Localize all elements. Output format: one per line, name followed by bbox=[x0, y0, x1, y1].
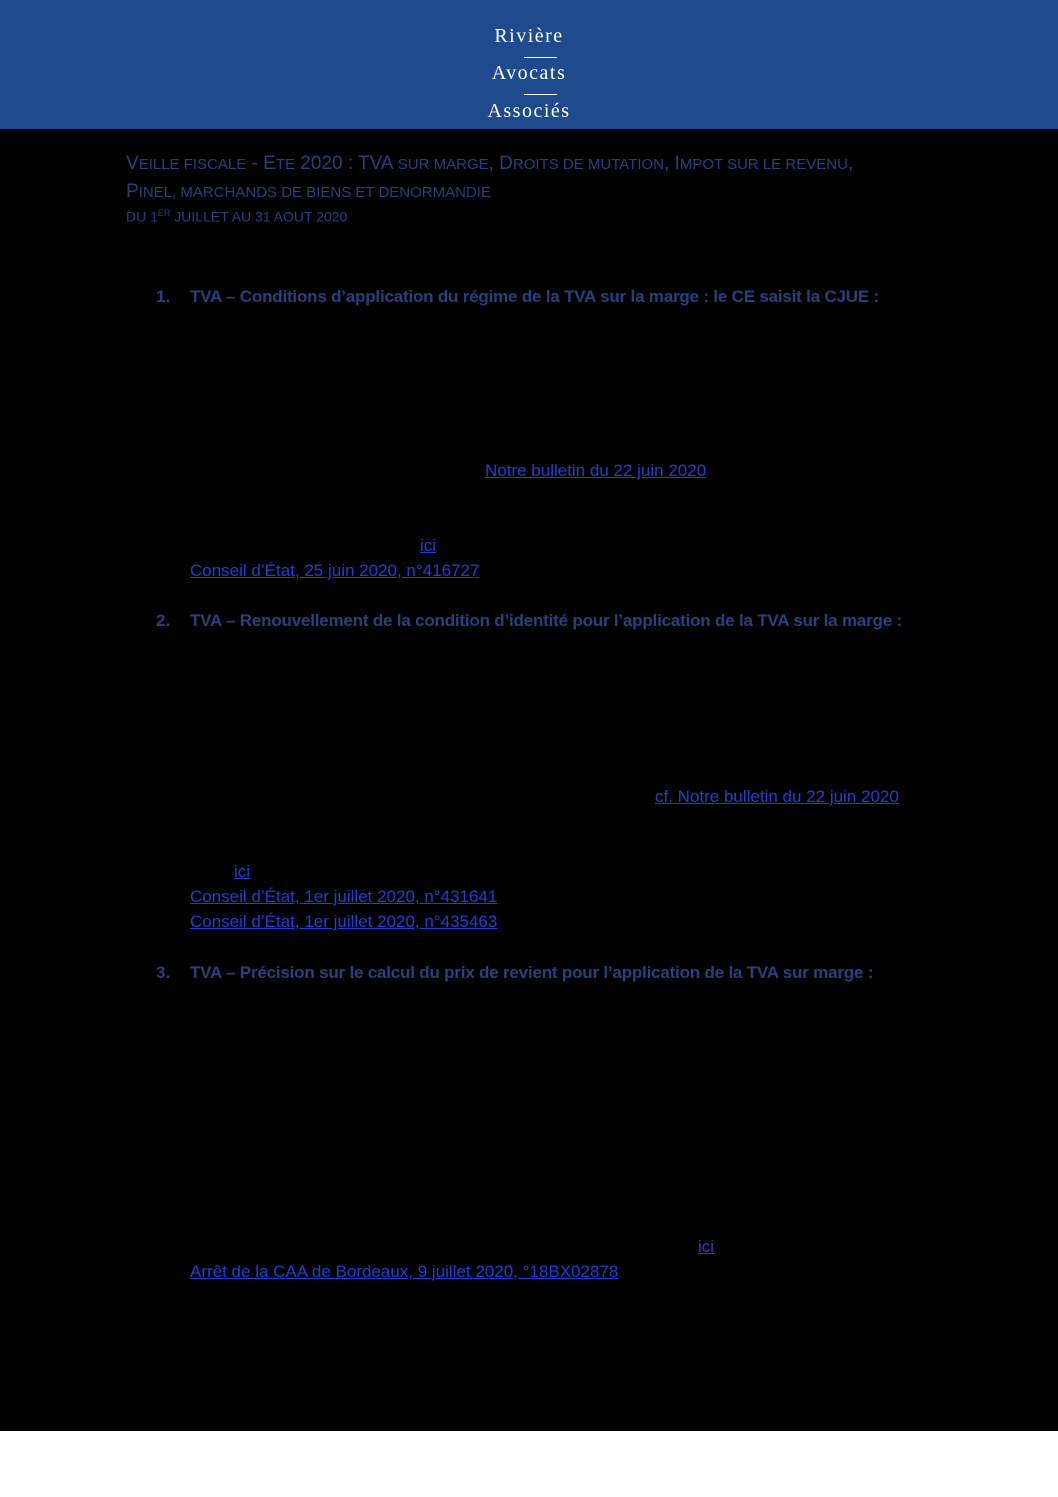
conseil-etat-link[interactable]: Conseil d’État, 25 juin 2020, n°416727 bbox=[190, 561, 480, 580]
date-range-text: DU 1 bbox=[126, 208, 158, 225]
document-title-line-1 bbox=[126, 150, 853, 178]
date-range-sup: ER bbox=[157, 208, 171, 218]
title-fragment: SUR MARGE bbox=[393, 156, 489, 173]
section-title: TVA – Précision sur le calcul du prix de revient pour l’application de la TVA sur marge : bbox=[190, 963, 874, 982]
title-fragment: P bbox=[126, 181, 139, 202]
title-fragment: MPOT SUR LE REVENU bbox=[679, 156, 848, 173]
title-fragment: ROITS DE MUTATION bbox=[512, 156, 664, 173]
ici-link[interactable]: ici bbox=[420, 536, 437, 555]
page-header bbox=[0, 0, 1058, 129]
page-footer bbox=[0, 1431, 1058, 1497]
title-fragment: 2020 : TVA bbox=[295, 153, 394, 174]
section-heading-1 bbox=[156, 284, 932, 310]
title-fragment: TE bbox=[275, 156, 295, 173]
section-number: 3. bbox=[156, 963, 171, 982]
title-fragment: V bbox=[126, 153, 139, 174]
title-fragment: - bbox=[246, 153, 264, 174]
title-fragment: INEL, MARCHANDS DE BIENS ET DENORMANDIE bbox=[138, 184, 491, 201]
conseil-etat-link[interactable]: Conseil d’État, 1er juillet 2020, n°435463 bbox=[190, 912, 498, 931]
logo-word-3: Associés bbox=[487, 100, 571, 122]
title-fragment: E bbox=[263, 153, 276, 174]
conseil-etat-link[interactable]: Conseil d’État, 1er juillet 2020, n°431641 bbox=[190, 887, 498, 906]
section-heading-3 bbox=[156, 960, 932, 986]
section-number: 1. bbox=[156, 287, 171, 306]
date-range-text: JUILLET AU 31 AOUT 2020 bbox=[170, 208, 348, 225]
bulletin-link[interactable]: cf. Notre bulletin du 22 juin 2020 bbox=[655, 787, 899, 806]
logo-word-1: Rivière bbox=[494, 25, 564, 47]
title-fragment: EILLE FISCALE bbox=[138, 156, 247, 173]
section-number: 2. bbox=[156, 611, 171, 630]
document-date-range bbox=[126, 208, 347, 225]
logo-rule-1 bbox=[524, 57, 557, 58]
title-fragment: , I bbox=[664, 153, 680, 174]
document-body bbox=[0, 129, 1058, 1431]
section-heading-2 bbox=[156, 608, 932, 634]
logo-word-2: Avocats bbox=[491, 62, 567, 84]
bulletin-link[interactable]: Notre bulletin du 22 juin 2020 bbox=[485, 461, 707, 480]
section-title: TVA – Renouvellement de la condition d’identité pour l’application de la TVA sur la marge : bbox=[190, 611, 902, 630]
logo-rule-2 bbox=[524, 94, 557, 95]
ici-link[interactable]: ici bbox=[698, 1237, 715, 1256]
title-fragment: , D bbox=[488, 153, 513, 174]
title-fragment: , bbox=[847, 153, 854, 174]
caa-bordeaux-link[interactable]: Arrêt de la CAA de Bordeaux, 9 juillet 2020, °18BX02878 bbox=[190, 1262, 619, 1281]
section-title: TVA – Conditions d’application du régime de la TVA sur la marge : le CE saisit la CJUE : bbox=[190, 287, 879, 306]
document-title-line-2 bbox=[126, 178, 491, 206]
ici-link[interactable]: ici bbox=[234, 862, 251, 881]
